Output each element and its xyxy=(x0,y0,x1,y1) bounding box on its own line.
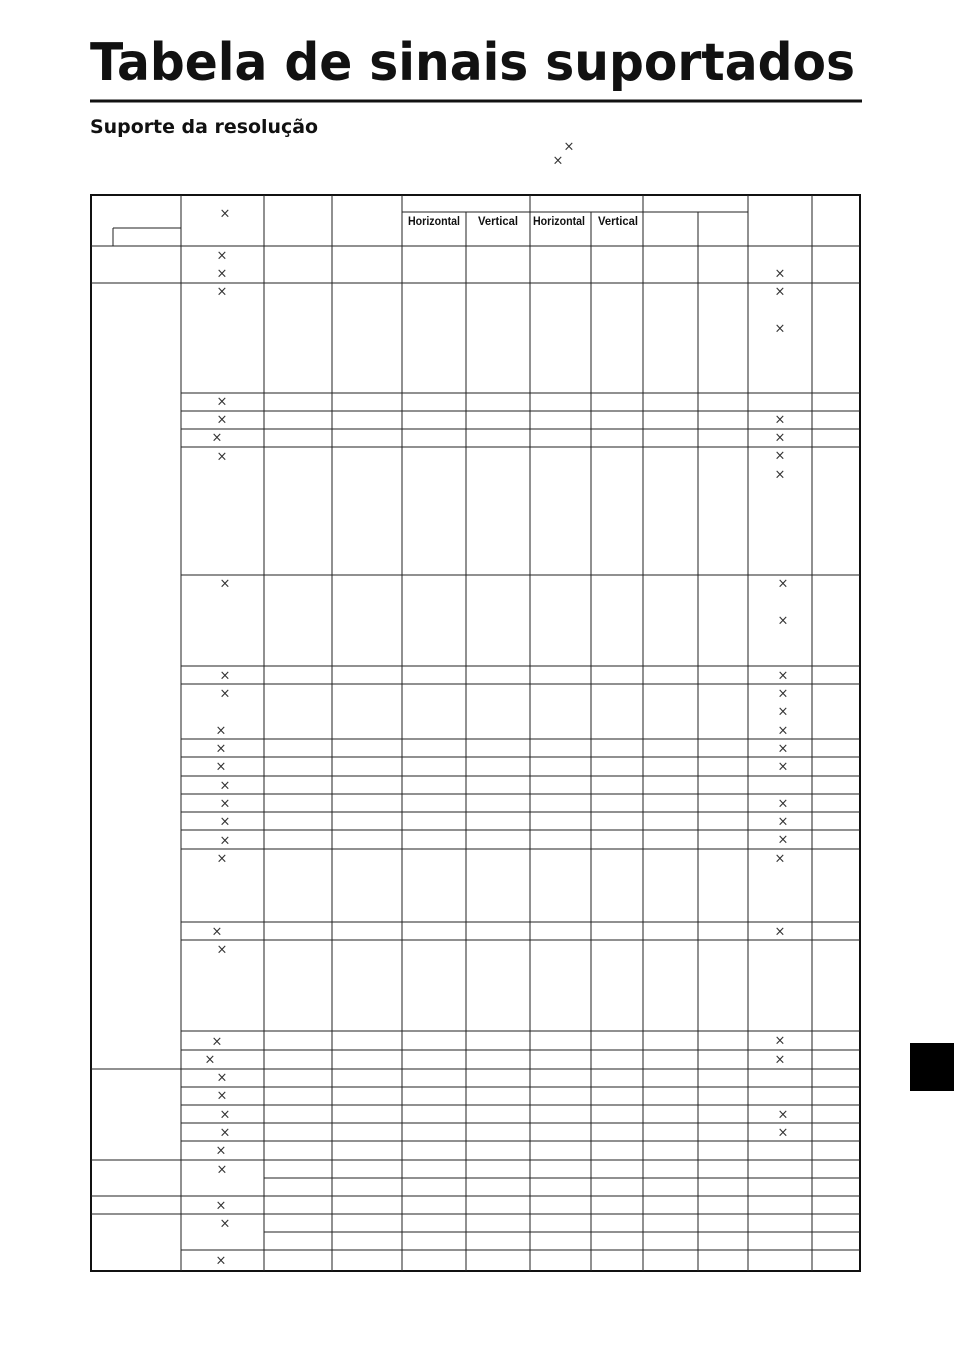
remark-mark: × xyxy=(774,284,786,300)
section-title: Suporte da resolução xyxy=(90,116,318,138)
remark-mark: × xyxy=(777,759,789,775)
remark-mark: × xyxy=(774,1052,786,1068)
resolution-mark: × xyxy=(216,266,228,282)
resolution-mark: × xyxy=(204,1052,216,1068)
remark-mark: × xyxy=(774,321,786,337)
resolution-mark: × xyxy=(216,1088,228,1104)
remark-mark: × xyxy=(774,924,786,940)
table-border xyxy=(91,195,860,1271)
resolution-mark: × xyxy=(219,814,231,830)
remark-mark: × xyxy=(777,814,789,830)
resolution-mark: × xyxy=(211,1034,223,1050)
remark-mark: × xyxy=(774,266,786,282)
resolution-mark: × xyxy=(219,576,231,592)
remark-mark: × xyxy=(777,704,789,720)
remark-mark: × xyxy=(774,430,786,446)
table-grid-lines xyxy=(91,195,860,1271)
remark-mark: × xyxy=(774,448,786,464)
title-rule xyxy=(90,100,862,103)
resolution-mark: × xyxy=(211,430,223,446)
remark-mark: × xyxy=(774,467,786,483)
resolution-mark: × xyxy=(219,1216,231,1232)
header-horizontal-2: Horizontal xyxy=(533,214,585,228)
resolution-mark: × xyxy=(219,1107,231,1123)
remark-mark: × xyxy=(777,668,789,684)
resolution-mark: × xyxy=(216,412,228,428)
resolution-mark: × xyxy=(219,796,231,812)
remark-mark: × xyxy=(777,686,789,702)
resolution-mark: × xyxy=(216,449,228,465)
remark-mark: × xyxy=(777,576,789,592)
header-vertical-1: Vertical xyxy=(478,214,518,228)
resolution-mark: × xyxy=(219,833,231,849)
resolution-mark: × xyxy=(219,686,231,702)
remark-mark: × xyxy=(777,723,789,739)
resolution-mark: × xyxy=(215,1253,227,1269)
resolution-mark: × xyxy=(216,284,228,300)
remark-mark: × xyxy=(777,1125,789,1141)
resolution-mark: × xyxy=(215,759,227,775)
header-resolution-mark: × xyxy=(219,206,231,222)
resolution-mark: × xyxy=(219,778,231,794)
resolution-mark: × xyxy=(216,394,228,410)
resolution-mark: × xyxy=(215,741,227,757)
remark-mark: × xyxy=(774,412,786,428)
table-row-marks xyxy=(205,249,789,1269)
resolution-mark: × xyxy=(216,1070,228,1086)
signal-table xyxy=(91,195,860,1271)
note-mark: × xyxy=(552,153,564,169)
remark-mark: × xyxy=(777,741,789,757)
remark-mark: × xyxy=(777,613,789,629)
remark-mark: × xyxy=(777,796,789,812)
resolution-mark: × xyxy=(211,924,223,940)
resolution-mark: × xyxy=(215,723,227,739)
page-title: Tabela de sinais suportados xyxy=(90,33,855,93)
resolution-mark: × xyxy=(215,1198,227,1214)
resolution-mark: × xyxy=(216,851,228,867)
remark-mark: × xyxy=(774,1033,786,1049)
resolution-mark: × xyxy=(215,1143,227,1159)
remark-mark: × xyxy=(777,1107,789,1123)
chapter-tab xyxy=(910,1043,954,1091)
remark-mark: × xyxy=(777,832,789,848)
resolution-mark: × xyxy=(219,668,231,684)
resolution-mark: × xyxy=(216,942,228,958)
resolution-mark: × xyxy=(216,248,228,264)
header-horizontal-1: Horizontal xyxy=(408,214,460,228)
note-mark: × xyxy=(563,139,575,155)
header-vertical-2: Vertical xyxy=(598,214,638,228)
remark-mark: × xyxy=(774,851,786,867)
resolution-mark: × xyxy=(216,1162,228,1178)
resolution-mark: × xyxy=(219,1125,231,1141)
